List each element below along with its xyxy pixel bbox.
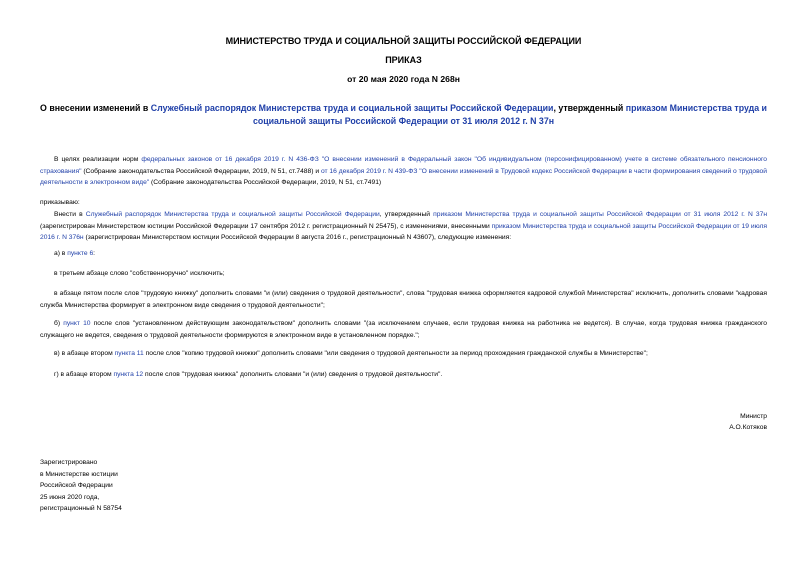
preamble-text: В целях реализации норм — [54, 156, 142, 163]
item-g-text: г) в абзаце втором — [54, 371, 114, 378]
ministry-name: МИНИСТЕРСТВО ТРУДА И СОЦИАЛЬНОЙ ЗАЩИТЫ РОССИЙСКОЙ ФЕДЕРАЦИИ — [225, 36, 582, 46]
registration-line: Российской Федерации — [40, 482, 113, 490]
item-v-text: в) в абзаце втором — [54, 350, 115, 357]
item-a — [40, 248, 767, 260]
registration-line: регистрационный N 58754 — [40, 505, 122, 513]
title-text: О внесении изменений в — [40, 103, 151, 113]
item-b-link[interactable]: пункт 10 — [63, 320, 91, 327]
main-text: Внести в — [54, 211, 86, 218]
item-g — [40, 369, 767, 381]
item-v-link[interactable]: пункта 11 — [114, 350, 144, 357]
title-link-regulation[interactable]: Служебный распорядок Министерства труда и социальной защиты Российской Федерации — [150, 103, 554, 113]
item-a-paragraph-2: в абзаце пятом после слов "трудовую книжку" дополнить словами "и (или) сведения о трудовой деятельности", слова "трудовая книжка оформляется кадровой службой Министерства" исключить, дополнить словами "кадровая служба Министерства формирует в электронном виде сведения о трудовой деятельности"; — [40, 290, 767, 309]
registration-block — [40, 457, 122, 515]
preamble-text: (Собрание законодательства Российской Федерации, 2019, N 51, ст.7491) — [149, 179, 382, 187]
main-text: (зарегистрирован Министерством юстиции Российской Федерации 17 сентября 2012 г. регистрационный N 25475), с изменениями, внесенными — [40, 222, 492, 230]
title-text: , утвержденный — [553, 103, 626, 113]
registration-line: в Министерстве юстиции — [40, 470, 118, 478]
item-g-link[interactable]: пункта 12 — [113, 371, 144, 378]
document-title — [40, 102, 767, 128]
preamble-text: (Собрание законодательства Российской Федерации, 2019, N 51, ст.7488) и — [81, 167, 321, 175]
preamble-paragraph — [40, 154, 767, 189]
item-a-link[interactable]: пункте 6 — [67, 250, 94, 257]
registration-line: 25 июня 2020 года, — [40, 493, 100, 501]
item-a-text: а) в — [54, 250, 68, 257]
order-word: приказываю: — [40, 199, 80, 206]
item-a-paragraph-1: в третьем абзаце слово "собственноручно" исключить; — [54, 270, 225, 277]
document-date: от 20 мая 2020 года N 268н — [347, 74, 460, 84]
item-b — [40, 318, 767, 341]
item-v-text: после слов "копию трудовой книжки" дополнить словами "или сведения о трудовой деятельности за период прохождения гражданской службы в Министерстве"; — [143, 350, 648, 357]
item-a-text: : — [93, 250, 96, 257]
main-text: (зарегистрирован Министерством юстиции Российской Федерации 8 августа 2016 г., регистрационный N 43607), следующие изменения: — [83, 234, 512, 242]
preamble-link-law-439[interactable]: от 16 декабря 2019 г. N 439-ФЗ "О внесении изменений в Трудовой кодекс Российской Федерации в части формирования сведений о трудовой деятельности в электронном виде" — [40, 167, 767, 187]
title-link-order[interactable]: приказом Министерства труда и социальной защиты Российской Федерации от 31 июля 2012 г. N 37н — [252, 103, 767, 126]
main-link-regulation[interactable]: Служебный распорядок Министерства труда и социальной защиты Российской Федерации — [85, 211, 380, 218]
item-g-text: после слов "трудовая книжка" дополнить словами "и (или) сведения о трудовой деятельности". — [143, 371, 443, 378]
main-link-order-376n[interactable]: приказом Министерства труда и социальной защиты Российской Федерации от 19 июля 2016 г. N 376н — [40, 222, 767, 242]
item-b-text: после слов "установленном действующим законодательством" дополнить словами "(за исключением случаев, если трудовая книжка на работника не ведется). В случае, когда трудовая книжка гражданского служащего не ведется, сведения о трудовой деятельности формируются в электронном виде в установленном порядке."; — [40, 320, 767, 339]
main-text: , утвержденный — [379, 211, 434, 218]
preamble-link-laws[interactable]: федеральных законов от 16 декабря 2019 г. N 436-ФЗ "О внесении изменений в Федеральный закон "Об индивидуальном (персонифицированном) учете в системе обязательного пенсионного страхования" — [40, 156, 768, 175]
item-v — [40, 348, 767, 360]
item-b-text: б) — [54, 320, 64, 327]
main-link-order-37n[interactable]: приказом Министерства труда и социальной защиты Российской Федерации от 31 июля 2012 г. N 37н — [433, 211, 768, 218]
main-paragraph — [40, 209, 767, 244]
document-type: ПРИКАЗ — [385, 55, 422, 65]
registration-line: Зарегистрировано — [40, 459, 98, 466]
signature-name: А.О.Котяков — [729, 424, 767, 431]
signature-position: Министр — [740, 413, 767, 420]
